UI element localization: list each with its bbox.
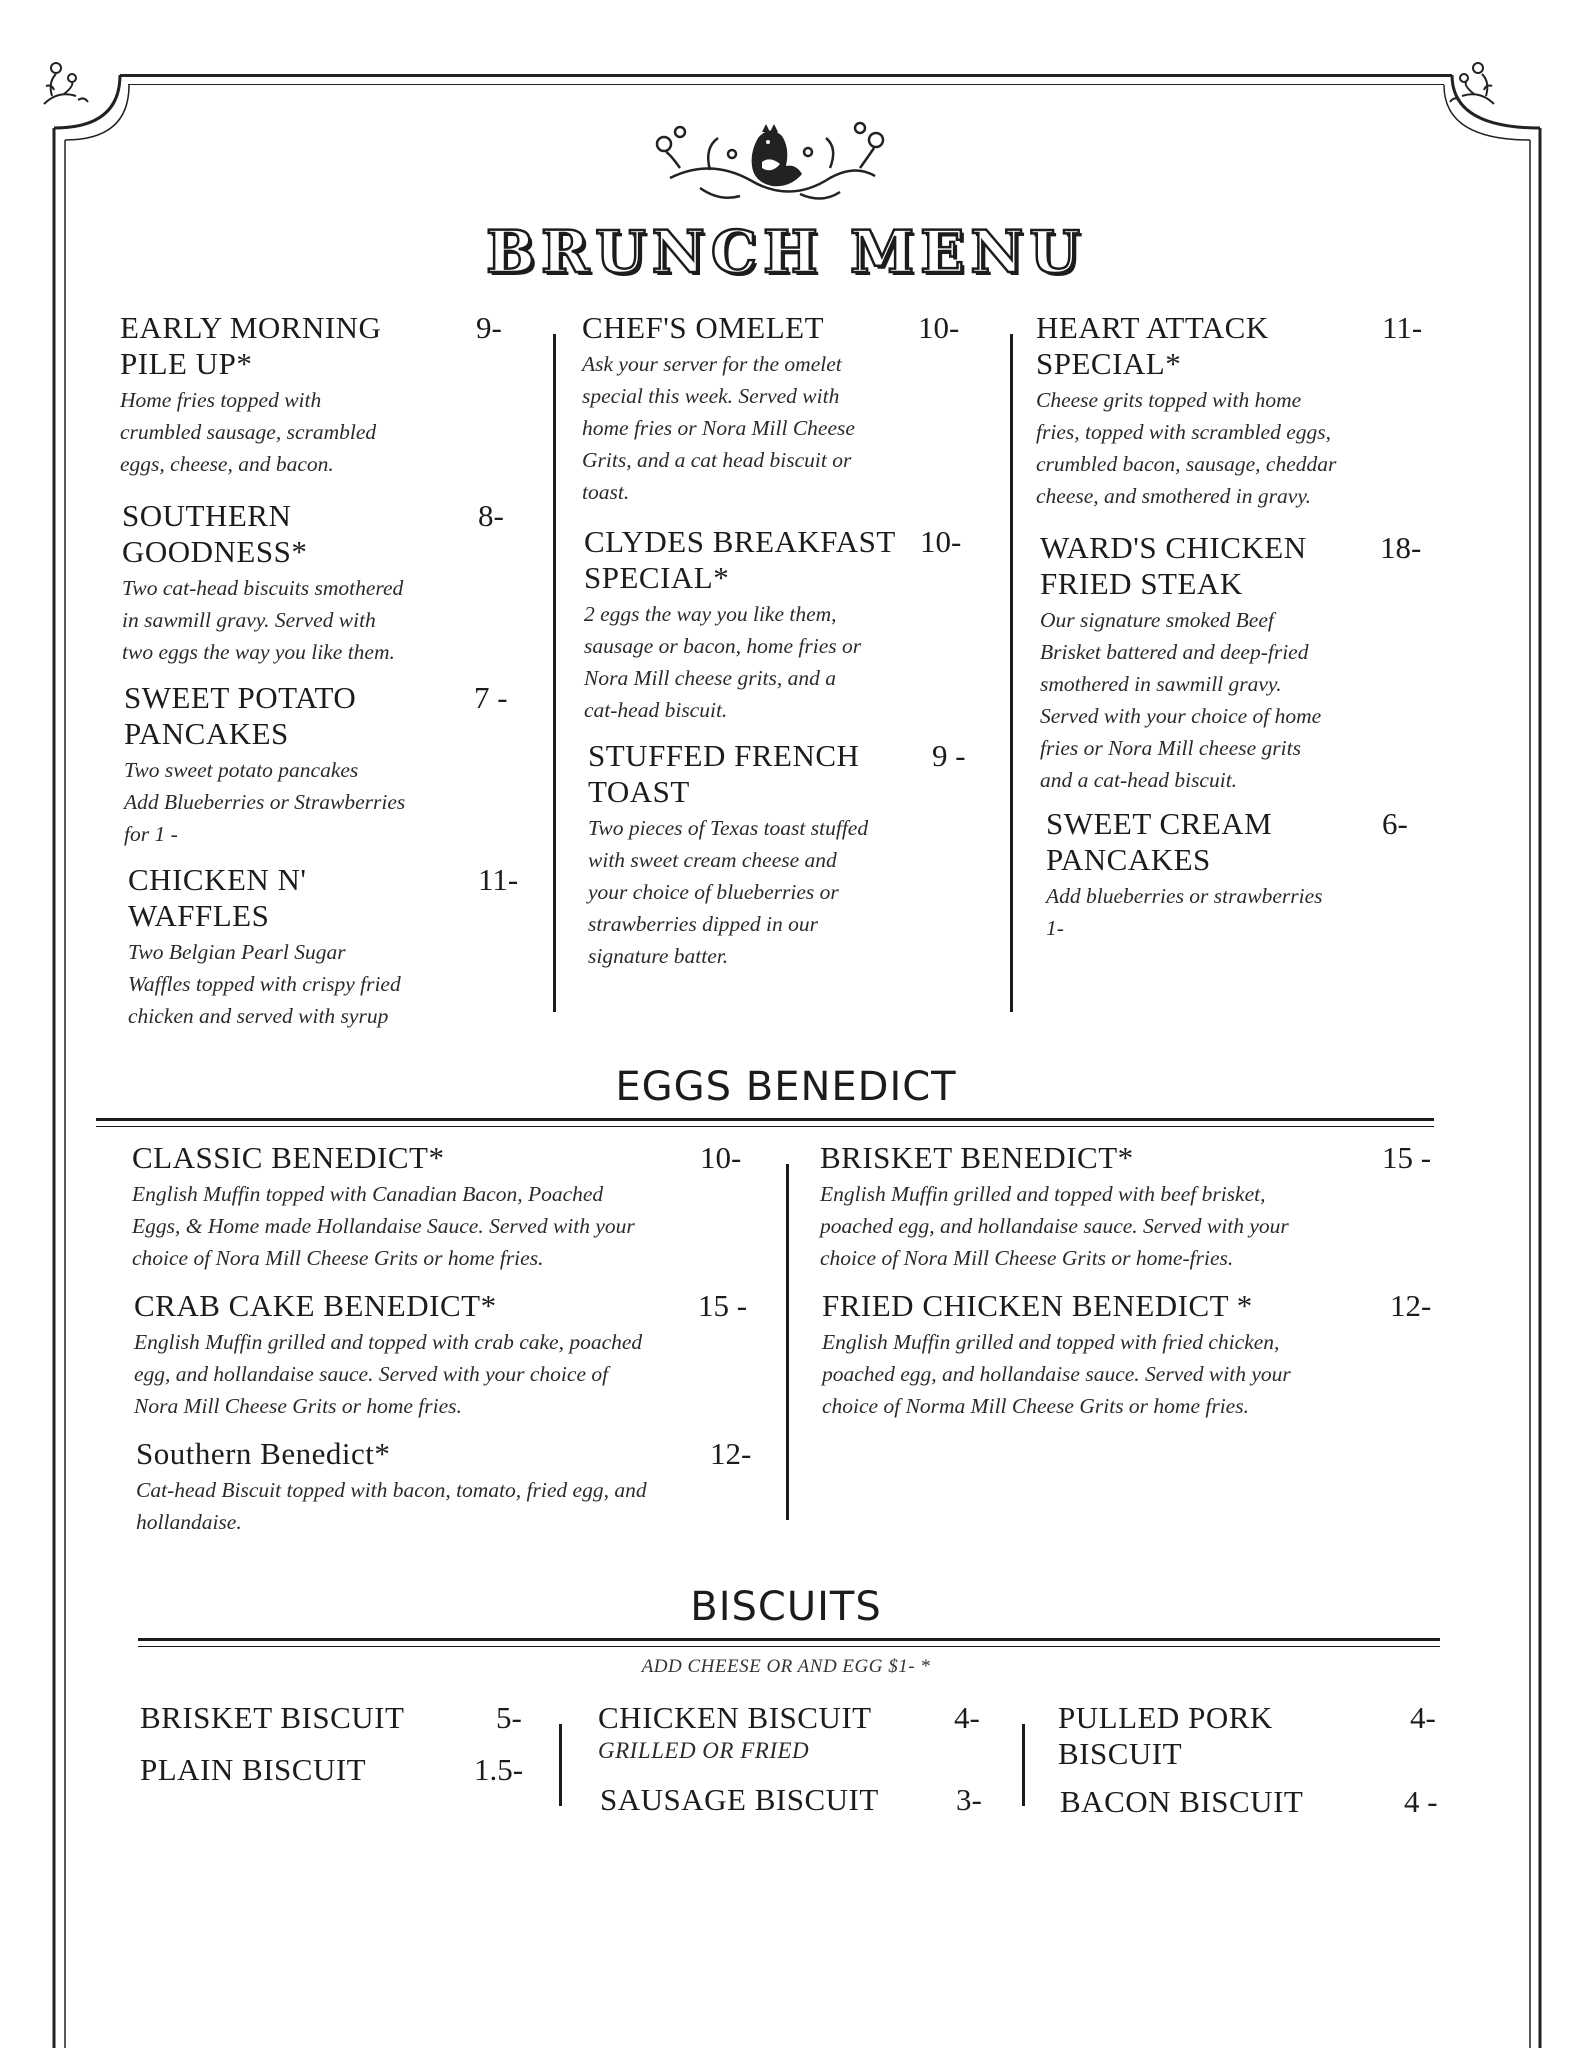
menu-item xyxy=(598,1700,998,1766)
item-name: Southern Benedict* xyxy=(136,1436,391,1471)
item-price: 3- xyxy=(956,1782,982,1817)
item-name: PANCAKES xyxy=(124,716,289,751)
section-rule xyxy=(138,1638,1440,1647)
item-name: CLASSIC BENEDICT* xyxy=(132,1140,445,1175)
item-description: 2 eggs the way you like them, sausage or bacon, home fries or Nora Mill cheese grits, and a cat-head biscuit. xyxy=(584,602,862,722)
item-description: Home fries topped with crumbled sausage, scrambled eggs, cheese, and bacon. xyxy=(120,388,377,476)
item-price: 15 - xyxy=(1382,1140,1432,1175)
menu-item xyxy=(132,1140,762,1274)
menu-item xyxy=(1036,310,1456,512)
item-name: CHICKEN BISCUIT xyxy=(598,1700,872,1735)
item-name: TOAST xyxy=(588,774,690,809)
menu-item xyxy=(120,310,510,480)
item-price: 1.5- xyxy=(474,1752,524,1787)
item-description: Cheese grits topped with home fries, topped with scrambled eggs, crumbled bacon, sausage, cheddar cheese, and smothered in gravy. xyxy=(1036,388,1337,508)
item-name: PILE UP* xyxy=(120,346,253,381)
item-name: SPECIAL* xyxy=(1036,346,1182,381)
item-description: Ask your server for the omelet special this week. Served with home fries or Nora Mill Cheese Grits, and a cat head biscuit or toast. xyxy=(582,352,855,504)
item-description: English Muffin grilled and topped with fried chicken, poached egg, and hollandaise sauce. Served with your choice of Norma Mill Cheese Grits or home fries. xyxy=(822,1330,1291,1418)
column-divider xyxy=(559,1724,562,1806)
item-description: English Muffin grilled and topped with beef brisket, poached egg, and hollandaise sauce. Served with your choice of Nora Mill Cheese Grits or home-fries. xyxy=(820,1182,1289,1270)
item-name: HEART ATTACK xyxy=(1036,310,1269,345)
item-price: 4 - xyxy=(1404,1784,1438,1819)
item-price: 10- xyxy=(920,524,962,559)
column-divider xyxy=(1010,334,1013,1012)
item-description: Two cat-head biscuits smothered in sawmill gravy. Served with two eggs the way you like them. xyxy=(122,576,404,664)
item-description: English Muffin topped with Canadian Bacon, Poached Eggs, & Home made Hollandaise Sauce. Served with your choice of Nora Mill Cheese Grits or home fries. xyxy=(132,1182,635,1270)
item-name: BISCUIT xyxy=(1058,1736,1183,1771)
item-price: 6- xyxy=(1382,806,1408,841)
item-name: CHEF'S OMELET xyxy=(582,310,825,345)
item-price: 15 - xyxy=(698,1288,748,1323)
column-divider xyxy=(1022,1724,1025,1806)
menu-item xyxy=(1040,530,1460,796)
item-price: 11- xyxy=(478,862,519,897)
item-name: BACON BISCUIT xyxy=(1060,1784,1304,1819)
menu-item xyxy=(136,1436,766,1538)
item-description: Two sweet potato pancakes Add Blueberries or Strawberries for 1 - xyxy=(124,758,406,846)
rooster-crest-icon xyxy=(640,118,900,218)
item-price: 4- xyxy=(954,1700,980,1735)
item-price: 9- xyxy=(476,310,502,345)
item-price: 4- xyxy=(1410,1700,1436,1735)
item-name: SPECIAL* xyxy=(584,560,730,595)
floral-sprig-icon xyxy=(1444,56,1500,112)
item-price: 12- xyxy=(710,1436,752,1471)
item-description: Two Belgian Pearl Sugar Waffles topped with crispy fried chicken and served with syrup xyxy=(128,940,401,1028)
item-name: BRISKET BENEDICT* xyxy=(820,1140,1134,1175)
column-divider xyxy=(786,1164,789,1520)
menu-item xyxy=(820,1140,1440,1274)
item-description: Two pieces of Texas toast stuffed with sweet cream cheese and your choice of blueberries or strawberries dipped in our signature batter. xyxy=(588,816,869,968)
item-name: SOUTHERN xyxy=(122,498,292,533)
menu-item xyxy=(582,310,972,508)
item-name: PULLED PORK xyxy=(1058,1700,1273,1735)
item-name: FRIED CHICKEN BENEDICT * xyxy=(822,1288,1253,1323)
item-name: CHICKEN N' xyxy=(128,862,307,897)
item-price: 9 - xyxy=(932,738,966,773)
item-description: Cat-head Biscuit topped with bacon, tomato, fried egg, and hollandaise. xyxy=(136,1478,647,1534)
add-on-note: ADD CHEESE OR AND EGG $1- * xyxy=(641,1656,931,1677)
menu-item xyxy=(584,524,974,726)
menu-item xyxy=(122,498,512,668)
item-name: FRIED STEAK xyxy=(1040,566,1243,601)
item-price: 7 - xyxy=(474,680,508,715)
item-name: BRISKET BISCUIT xyxy=(140,1700,405,1735)
menu-item xyxy=(1060,1784,1460,1820)
floral-sprig-icon xyxy=(38,56,94,112)
item-name: PLAIN BISCUIT xyxy=(140,1752,367,1787)
item-name: GOODNESS* xyxy=(122,534,308,569)
item-name: EARLY MORNING xyxy=(120,310,382,345)
item-price: 12- xyxy=(1390,1288,1432,1323)
menu-item xyxy=(588,738,978,972)
menu-item xyxy=(140,1752,530,1788)
item-name: WAFFLES xyxy=(128,898,270,933)
page-title: BRUNCH MENU xyxy=(486,218,1086,286)
item-name: CRAB CAKE BENEDICT* xyxy=(134,1288,497,1323)
column-divider xyxy=(553,334,556,1012)
item-name: STUFFED FRENCH xyxy=(588,738,860,773)
section-heading-biscuits: BISCUITS xyxy=(690,1584,882,1630)
item-price: 8- xyxy=(478,498,504,533)
menu-item xyxy=(1058,1700,1458,1772)
item-description: Add blueberries or strawberries 1- xyxy=(1046,884,1323,940)
section-rule xyxy=(96,1118,1434,1127)
menu-item xyxy=(124,680,514,850)
item-price: 10- xyxy=(700,1140,742,1175)
item-price: 11- xyxy=(1382,310,1423,345)
menu-item xyxy=(140,1700,530,1736)
item-price: 5- xyxy=(496,1700,522,1735)
menu-item xyxy=(600,1782,1000,1818)
menu-item xyxy=(128,862,518,1032)
item-description: Our signature smoked Beef Brisket battered and deep-fried smothered in sawmill gravy. Served with your choice of home fries or Nora Mill cheese grits and a cat-head biscuit. xyxy=(1040,608,1322,792)
item-name: WARD'S CHICKEN xyxy=(1040,530,1307,565)
item-price: 18- xyxy=(1380,530,1422,565)
item-option-note: GRILLED OR FRIED xyxy=(598,1738,810,1763)
menu-item xyxy=(1046,806,1466,944)
item-name: SWEET POTATO xyxy=(124,680,357,715)
item-name: PANCAKES xyxy=(1046,842,1211,877)
menu-item xyxy=(822,1288,1442,1422)
section-heading-eggs-benedict: EGGS BENEDICT xyxy=(615,1064,957,1110)
item-description: English Muffin grilled and topped with crab cake, poached egg, and hollandaise sauce. Served with your choice of Nora Mill Cheese Grits or home fries. xyxy=(134,1330,643,1418)
item-name: CLYDES BREAKFAST xyxy=(584,524,896,559)
menu-item xyxy=(134,1288,764,1422)
item-price: 10- xyxy=(918,310,960,345)
item-name: SAUSAGE BISCUIT xyxy=(600,1782,879,1817)
item-name: SWEET CREAM xyxy=(1046,806,1273,841)
